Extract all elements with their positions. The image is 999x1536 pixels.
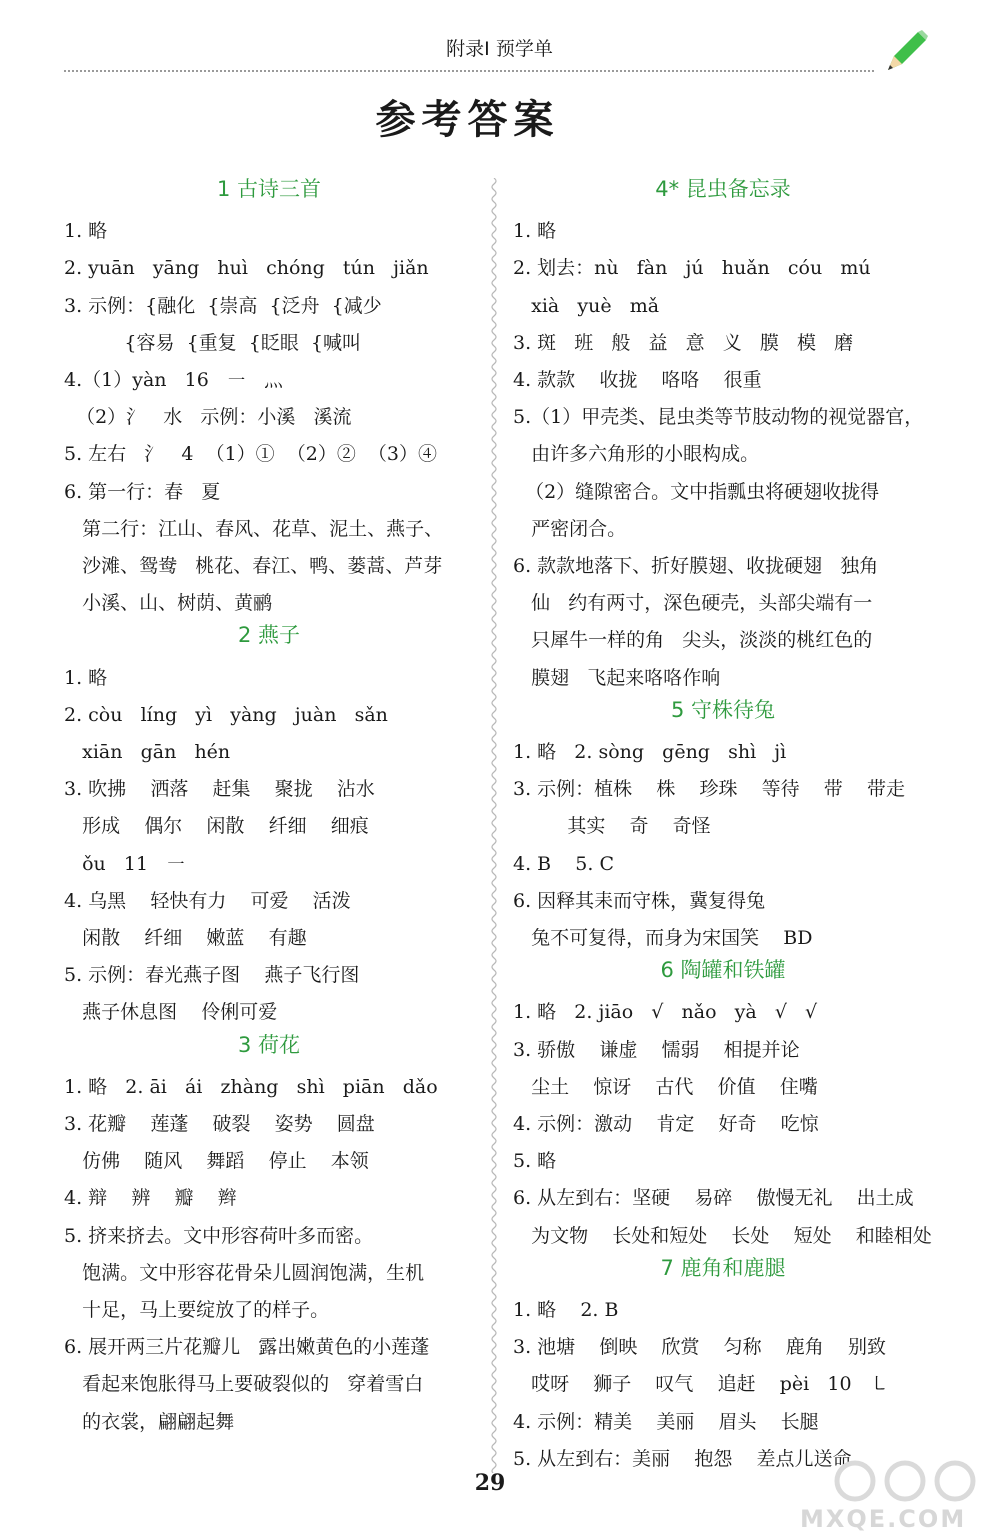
answer-line: 兔不可复得，而身为宋国笑 BD	[513, 927, 813, 949]
page-number: 29	[474, 1470, 506, 1496]
answer-line: 3. 池塘 倒映 欣赏 匀称 鹿角 别致	[513, 1336, 886, 1359]
answer-line: 4. B 5. C	[513, 852, 614, 875]
answer-line: 6. 因释其耒而守株，冀复得兔	[513, 889, 766, 912]
answer-line: 3. 骄傲 谦虚 懦弱 相提并论	[513, 1038, 800, 1061]
answer-line: 小溪、山、树荫、黄鹂	[64, 592, 273, 615]
answer-line: 6. 款款地落下、折好膜翅、收拢硬翅 独角	[513, 555, 879, 577]
answer-line: 仙 约有两寸，深色硬壳，头部尖端有一	[513, 592, 873, 615]
answer-line: 饱满。文中形容花骨朵儿圆润饱满，生机	[64, 1261, 425, 1284]
answer-line: 5. 从左到右：美丽 抱怨 差点儿送命	[513, 1447, 852, 1470]
answer-line: 1. 略 2. B	[513, 1299, 619, 1321]
page-header	[0, 30, 999, 70]
answer-line: 2. 划去：nù fàn jú huǎn cóu mú	[513, 257, 871, 280]
section-title: 1 古诗三首	[216, 177, 322, 201]
answer-line: 3. 花瓣 莲蓬 破裂 姿势 圆盘	[64, 1113, 375, 1135]
answer-line: 5.（1）甲壳类、昆虫类等节肢动物的视觉器官，	[513, 406, 924, 429]
answer-line: xià yuè mǎ	[513, 294, 660, 317]
answer-line: 闲散 纤细 嫩蓝 有趣	[64, 927, 307, 949]
page-title: 参考答案	[375, 97, 560, 143]
answer-line: 6. 第一行：春 夏	[64, 480, 221, 503]
answer-line: 十足，马上要绽放了的样子。	[64, 1299, 330, 1321]
answer-line: 1. 略 2. jiāo √ nǎo yà √ √	[513, 1001, 818, 1024]
answer-line: 2. còu líng yì yàng juàn sǎn	[64, 703, 388, 726]
answer-line: 4. 示例：激动 肯定 好奇 吃惊	[513, 1113, 819, 1135]
answer-line: ǒu 11 ㇐	[64, 852, 186, 875]
answer-line: 看起来饱胀得马上要破裂似的 穿着雪白	[64, 1373, 424, 1396]
section-title: 2 燕子	[237, 623, 301, 648]
section-title: 5 守株待兔	[670, 697, 776, 722]
answer-line: 尘土 惊讶 古代 价值 住嘴	[513, 1075, 818, 1098]
answer-line: 4. 辩 辨 瓣 辫	[64, 1187, 237, 1210]
answer-line: 3. 示例：{融化 {崇高 {泛舟 {减少	[64, 294, 382, 317]
answer-line: 4.（1）yàn 16 ㇐ 灬	[64, 369, 284, 391]
answer-line: 3. 吹拂 洒落 赶集 聚拢 沾水	[64, 778, 375, 801]
column-divider	[488, 178, 500, 1473]
answer-line: 2. yuān yāng huì chóng tún jiǎn	[64, 257, 429, 280]
section-title: 3 荷花	[237, 1032, 301, 1057]
answer-line: 4. 乌黑 轻快有力 可爱 活泼	[64, 889, 351, 912]
answer-line: 燕子休息图 伶俐可爱	[64, 1001, 278, 1024]
answer-line: 仿佛 随风 舞蹈 停止 本领	[64, 1150, 369, 1173]
answer-line: 1. 略	[64, 666, 108, 689]
answer-line: 其实 奇 奇怪	[513, 815, 711, 838]
answer-line: 3. 示例：植株 株 珍珠 等待 带 带走	[513, 778, 905, 801]
answer-line: 的衣裳，翩翩起舞	[64, 1410, 235, 1433]
answer-line: {容易 {重复 {眨眼 {喊叫	[64, 331, 361, 354]
answer-line: 5. 示例：春光燕子图 燕子飞行图	[64, 964, 360, 987]
answer-line: xiān gān hén	[64, 741, 231, 763]
answer-line: 6. 展开两三片花瓣儿 露出嫩黄色的小莲蓬	[64, 1336, 430, 1359]
answer-line: 为文物 长处和短处 长处 短处 和睦相处	[513, 1224, 932, 1247]
answer-line: 4. 款款 收拢 咯咯 很重	[513, 369, 762, 391]
answer-line: 只犀牛一样的角 尖头，淡淡的桃红色的	[513, 629, 873, 652]
answer-line: 1. 略	[513, 220, 557, 243]
answer-line: 1. 略 2. sòng gēng shì jì	[513, 741, 787, 763]
answer-line: （2）缝隙密合。文中指瓢虫将硬翅收拢得	[513, 480, 880, 503]
answer-line: 3. 斑 班 般 益 意 义 膜 模 磨	[513, 331, 854, 354]
answer-line: 形成 偶尔 闲散 纤细 细痕	[64, 815, 369, 838]
answer-line: 5. 左右 氵 4 （1）① （2）② （3）④	[64, 443, 437, 466]
header-dotted-rule	[64, 70, 874, 72]
answer-line: 膜翅 飞起来咯咯作响	[513, 666, 721, 689]
answer-line: 严密闭合。	[513, 517, 627, 540]
answer-line: 6. 从左到右：坚硬 易碎 傲慢无礼 出土成	[513, 1187, 914, 1210]
answer-line: （2）氵 水 示例：小溪 溪流	[64, 406, 352, 429]
answer-line: 1. 略	[64, 220, 108, 243]
answer-line: 5. 略	[513, 1150, 557, 1173]
watermark-text: MXQE.COM	[800, 1505, 967, 1533]
answer-line: 沙滩、鸳鸯 桃花、春江、鸭、蒌蒿、芦芽	[64, 555, 443, 577]
header-title: 附录Ⅰ 预学单	[446, 38, 553, 60]
answer-line: 第二行：江山、春风、花草、泥土、燕子、	[64, 517, 444, 540]
section-title: 4* 昆虫备忘录	[655, 177, 791, 201]
pencil-icon	[880, 26, 930, 76]
answer-line: 1. 略 2. āi ái zhàng shì piān dǎo	[64, 1075, 438, 1098]
answer-line: 4. 示例：精美 美丽 眉头 长腿	[513, 1410, 819, 1433]
answer-line: 5. 挤来挤去。文中形容荷叶多而密。	[64, 1224, 374, 1247]
answer-line: 哎呀 狮子 叹气 追赶 pèi 10 ㇄	[513, 1373, 889, 1396]
answer-line: 由许多六角形的小眼构成。	[513, 443, 760, 466]
section-title: 6 陶罐和铁罐	[660, 958, 786, 983]
section-title: 7 鹿角和鹿腿	[660, 1255, 786, 1280]
